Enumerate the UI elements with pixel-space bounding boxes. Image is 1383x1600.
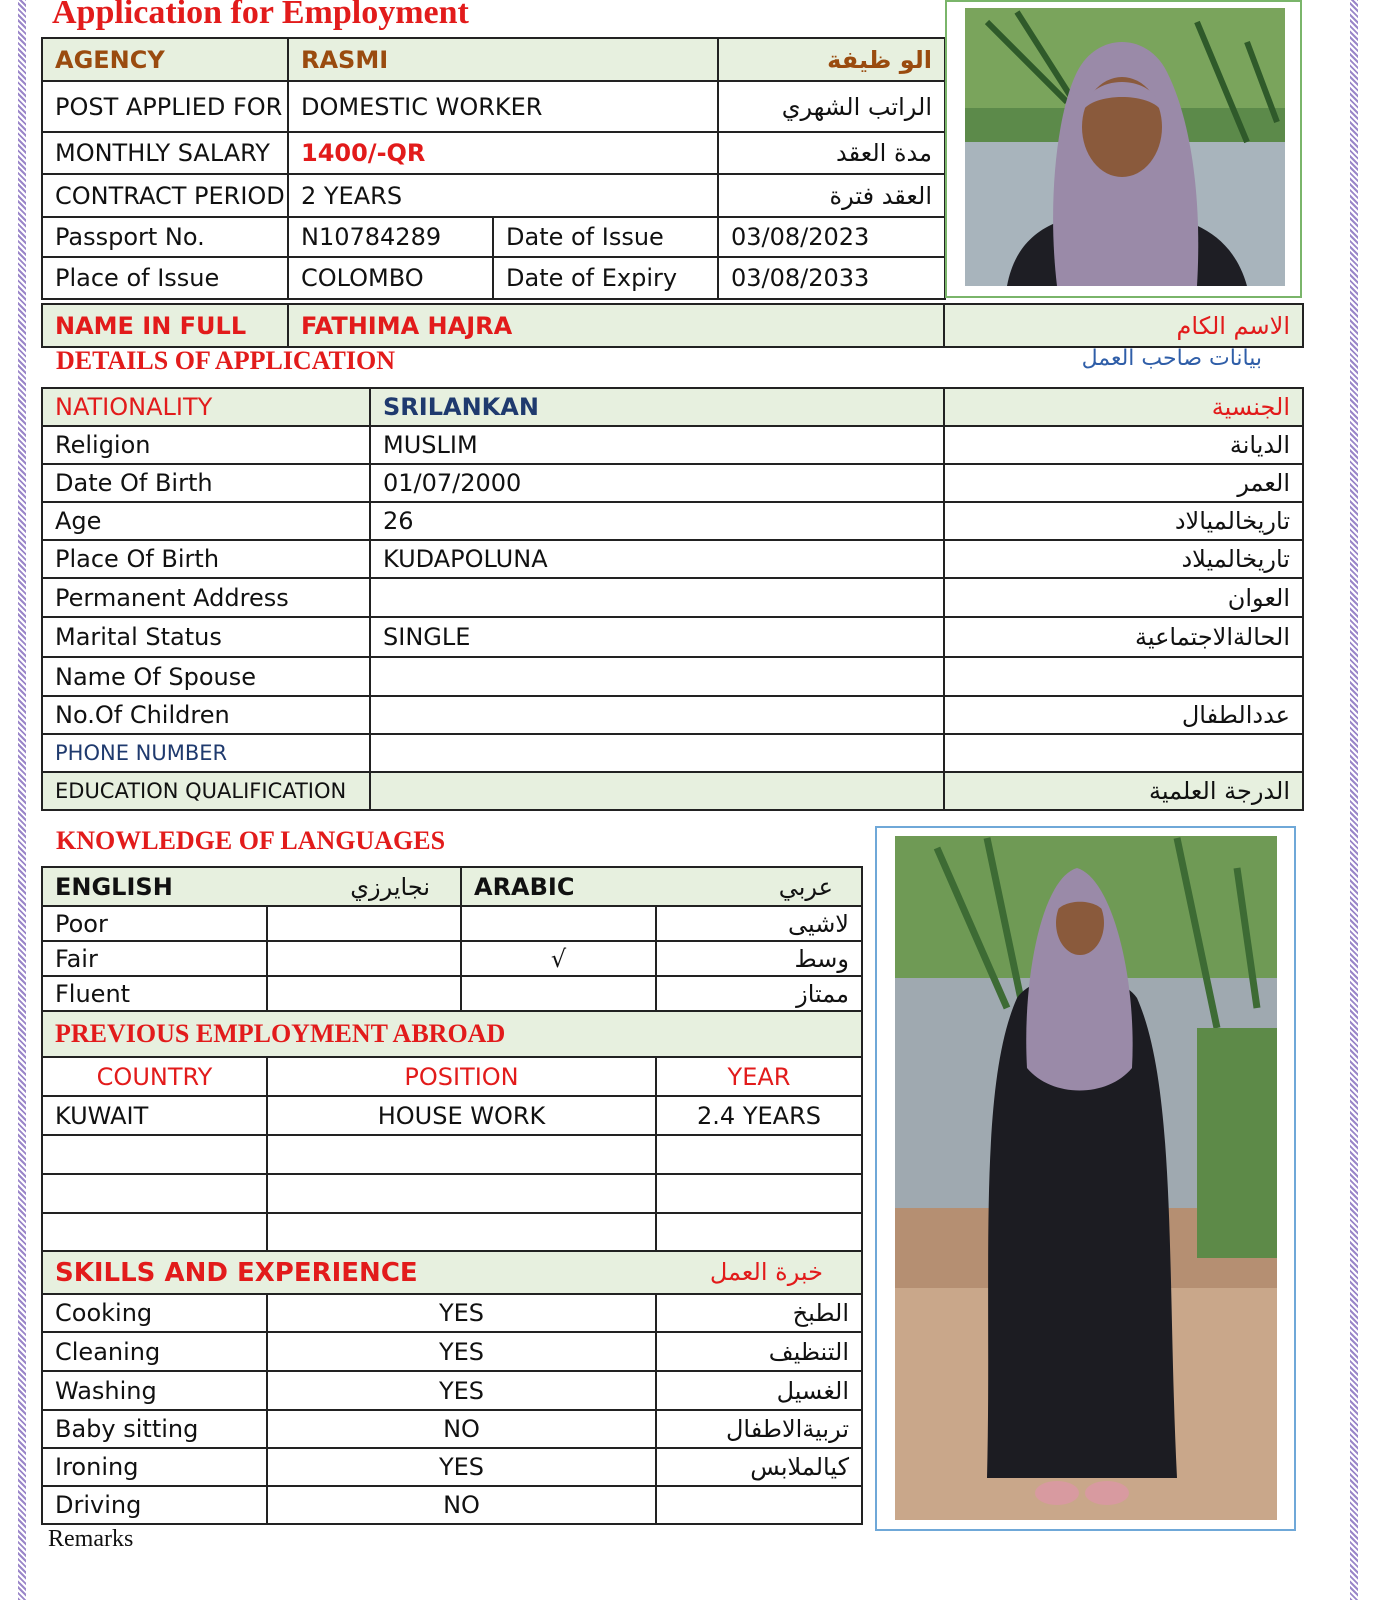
marital-status-arabic: الحالةالاجتماعية — [944, 617, 1303, 657]
arabic-header — [461, 867, 862, 906]
details-row — [42, 502, 1303, 540]
previous-country — [42, 1213, 267, 1251]
level-poor-label: Poor — [42, 906, 267, 941]
children-arabic: عددالطفال — [944, 696, 1303, 734]
level-fluent-arabic-label: ممتاز — [656, 976, 862, 1011]
post-row — [42, 81, 945, 132]
age-arabic: تاريخالميالاد — [944, 502, 1303, 540]
contract-arabic: العقد فترة — [718, 174, 945, 217]
details-table — [41, 387, 1304, 811]
full-name-value: FATHIMA HAJRA — [288, 304, 944, 347]
religion-arabic: الديانة — [944, 426, 1303, 464]
details-row — [42, 426, 1303, 464]
skill-cleaning-label: Cleaning — [42, 1332, 267, 1371]
level-fair-english — [267, 941, 461, 976]
salary-label: MONTHLY SALARY — [42, 132, 288, 174]
skill-washing-value: YES — [267, 1371, 656, 1410]
agency-arabic: الو ظيفة — [718, 38, 945, 81]
place-of-issue-label: Place of Issue — [42, 257, 288, 299]
skill-cooking-label: Cooking — [42, 1294, 267, 1332]
date-of-issue-label: Date of Issue — [493, 217, 718, 257]
full-name-label: NAME IN FULL — [42, 304, 288, 347]
skill-baby-sitting-label: Baby sitting — [42, 1410, 267, 1448]
skills-heading: SKILLS AND EXPERIENCE — [55, 1257, 418, 1288]
post-label: POST APPLIED FOR — [42, 81, 288, 132]
phone-value — [370, 734, 944, 772]
previous-year — [656, 1174, 862, 1213]
passport-no-value: N10784289 — [288, 217, 493, 257]
dob-arabic: العمر — [944, 464, 1303, 502]
table-row — [42, 1371, 862, 1410]
languages-heading: KNOWLEDGE OF LANGUAGES — [56, 826, 446, 855]
country-column-header: COUNTRY — [42, 1057, 267, 1096]
post-value: DOMESTIC WORKER — [288, 81, 718, 132]
skills-heading-cell — [42, 1251, 862, 1294]
nationality-arabic: الجنسية — [944, 388, 1303, 426]
skill-washing-label: Washing — [42, 1371, 267, 1410]
passport-table — [41, 216, 946, 300]
skills-heading-arabic: خبرة العمل — [709, 1258, 824, 1286]
table-row — [42, 1174, 862, 1213]
salary-row — [42, 132, 945, 174]
page-title: Application for Employment — [52, 0, 469, 31]
date-of-expiry-label: Date of Expiry — [493, 257, 718, 299]
previous-position — [267, 1135, 656, 1174]
previous-position: HOUSE WORK — [267, 1096, 656, 1135]
skills-heading-row — [42, 1251, 862, 1294]
previous-country: KUWAIT — [42, 1096, 267, 1135]
skill-cleaning-value: YES — [267, 1332, 656, 1371]
skill-baby-sitting-value: NO — [267, 1410, 656, 1448]
skill-driving-label: Driving — [42, 1486, 267, 1524]
contract-value: 2 YEARS — [288, 174, 718, 217]
permanent-address-label: Permanent Address — [42, 578, 370, 617]
previous-position — [267, 1174, 656, 1213]
table-row — [42, 1213, 862, 1251]
full-name-table — [41, 303, 1304, 348]
details-row — [42, 696, 1303, 734]
skill-ironing-value: YES — [267, 1448, 656, 1486]
job-info-table — [41, 37, 946, 218]
phone-label: PHONE NUMBER — [42, 734, 370, 772]
skill-ironing-label: Ironing — [42, 1448, 267, 1486]
agency-row — [42, 38, 945, 81]
level-fluent-arabic — [461, 976, 656, 1011]
previous-year: 2.4 YEARS — [656, 1096, 862, 1135]
table-row — [42, 1486, 862, 1524]
spouse-value — [370, 657, 944, 696]
details-heading-arabic: بيانات صاحب العمل — [1081, 346, 1262, 371]
level-fluent-label: Fluent — [42, 976, 267, 1011]
details-row — [42, 578, 1303, 617]
passport-row-2 — [42, 257, 945, 299]
skill-washing-arabic: الغسيل — [656, 1371, 862, 1410]
level-fair-label: Fair — [42, 941, 267, 976]
table-row — [42, 1410, 862, 1448]
details-row — [42, 617, 1303, 657]
details-row — [42, 657, 1303, 696]
full-name-arabic: الاسم الكام — [944, 304, 1303, 347]
table-row — [42, 1448, 862, 1486]
spouse-arabic — [944, 657, 1303, 696]
contract-row — [42, 174, 945, 217]
passport-row-1 — [42, 217, 945, 257]
salary-value: 1400/-QR — [288, 132, 718, 174]
level-poor-arabic — [461, 906, 656, 941]
skill-cooking-arabic: الطبخ — [656, 1294, 862, 1332]
date-of-expiry-value: 03/08/2033 — [718, 257, 945, 299]
salary-arabic: مدة العقد — [718, 132, 945, 174]
spouse-label: Name Of Spouse — [42, 657, 370, 696]
permanent-address-arabic: العوان — [944, 578, 1303, 617]
details-row — [42, 464, 1303, 502]
place-of-birth-arabic: تاريخالميلاد — [944, 540, 1303, 578]
religion-value: MUSLIM — [370, 426, 944, 464]
education-value — [370, 772, 944, 810]
arabic-label: ARABIC — [474, 872, 575, 901]
level-poor-english — [267, 906, 461, 941]
previous-year — [656, 1213, 862, 1251]
religion-label: Religion — [42, 426, 370, 464]
previous-header-row — [42, 1057, 862, 1096]
nationality-label: NATIONALITY — [42, 388, 370, 426]
decorative-border-right — [1350, 0, 1358, 1600]
nationality-value: SRILANKAN — [370, 388, 944, 426]
previous-country — [42, 1174, 267, 1213]
agency-value: RASMI — [288, 38, 718, 81]
children-value — [370, 696, 944, 734]
passport-photo-frame — [945, 0, 1302, 298]
details-row — [42, 772, 1303, 810]
remarks-label: Remarks — [48, 1526, 134, 1552]
previous-employment-table — [41, 1010, 863, 1252]
marital-status-label: Marital Status — [42, 617, 370, 657]
skills-table — [41, 1250, 863, 1525]
table-row — [42, 1332, 862, 1371]
passport-photo — [947, 2, 1300, 296]
skill-driving-value: NO — [267, 1486, 656, 1524]
contract-label: CONTRACT PERIOD — [42, 174, 288, 217]
permanent-address-value — [370, 578, 944, 617]
skill-ironing-arabic: كيالملابس — [656, 1448, 862, 1486]
skill-cooking-value: YES — [267, 1294, 656, 1332]
level-fair-arabic-label: وسط — [656, 941, 862, 976]
table-row — [42, 1096, 862, 1135]
post-arabic: الراتب الشهري — [718, 81, 945, 132]
language-level-row — [42, 976, 862, 1011]
details-row — [42, 734, 1303, 772]
children-label: No.Of Children — [42, 696, 370, 734]
english-header — [42, 867, 461, 906]
agency-label: AGENCY — [42, 38, 288, 81]
skill-baby-sitting-arabic: تربيةالاطفال — [656, 1410, 862, 1448]
languages-header-row — [42, 867, 862, 906]
skill-driving-arabic — [656, 1486, 862, 1524]
place-of-birth-value: KUDAPOLUNA — [370, 540, 944, 578]
arabic-arabic: عربي — [778, 873, 833, 901]
level-fluent-english — [267, 976, 461, 1011]
education-label: EDUCATION QUALIFICATION — [42, 772, 370, 810]
language-level-row — [42, 941, 862, 976]
date-of-issue-value: 03/08/2023 — [718, 217, 945, 257]
full-body-photo-frame — [875, 826, 1296, 1531]
english-arabic: نجايرزي — [350, 873, 430, 901]
skill-cleaning-arabic: التنظيف — [656, 1332, 862, 1371]
passport-no-label: Passport No. — [42, 217, 288, 257]
marital-status-value: SINGLE — [370, 617, 944, 657]
level-fair-arabic: √ — [461, 941, 656, 976]
level-poor-arabic-label: لاشيى — [656, 906, 862, 941]
place-of-issue-value: COLOMBO — [288, 257, 493, 299]
phone-arabic — [944, 734, 1303, 772]
age-label: Age — [42, 502, 370, 540]
details-heading: DETAILS OF APPLICATION — [56, 346, 396, 375]
decorative-border-left — [18, 0, 26, 1600]
previous-heading-row — [42, 1011, 862, 1057]
details-row — [42, 540, 1303, 578]
dob-value: 01/07/2000 — [370, 464, 944, 502]
details-row — [42, 388, 1303, 426]
position-column-header: POSITION — [267, 1057, 656, 1096]
dob-label: Date Of Birth — [42, 464, 370, 502]
english-label: ENGLISH — [55, 872, 173, 901]
full-name-row — [42, 304, 1303, 347]
previous-year — [656, 1135, 862, 1174]
full-body-photo — [877, 828, 1294, 1529]
previous-position — [267, 1213, 656, 1251]
age-value: 26 — [370, 502, 944, 540]
table-row — [42, 1294, 862, 1332]
previous-heading: PREVIOUS EMPLOYMENT ABROAD — [42, 1011, 862, 1057]
language-level-row — [42, 906, 862, 941]
education-arabic: الدرجة العلمية — [944, 772, 1303, 810]
languages-table — [41, 866, 863, 1012]
previous-country — [42, 1135, 267, 1174]
year-column-header: YEAR — [656, 1057, 862, 1096]
place-of-birth-label: Place Of Birth — [42, 540, 370, 578]
table-row — [42, 1135, 862, 1174]
